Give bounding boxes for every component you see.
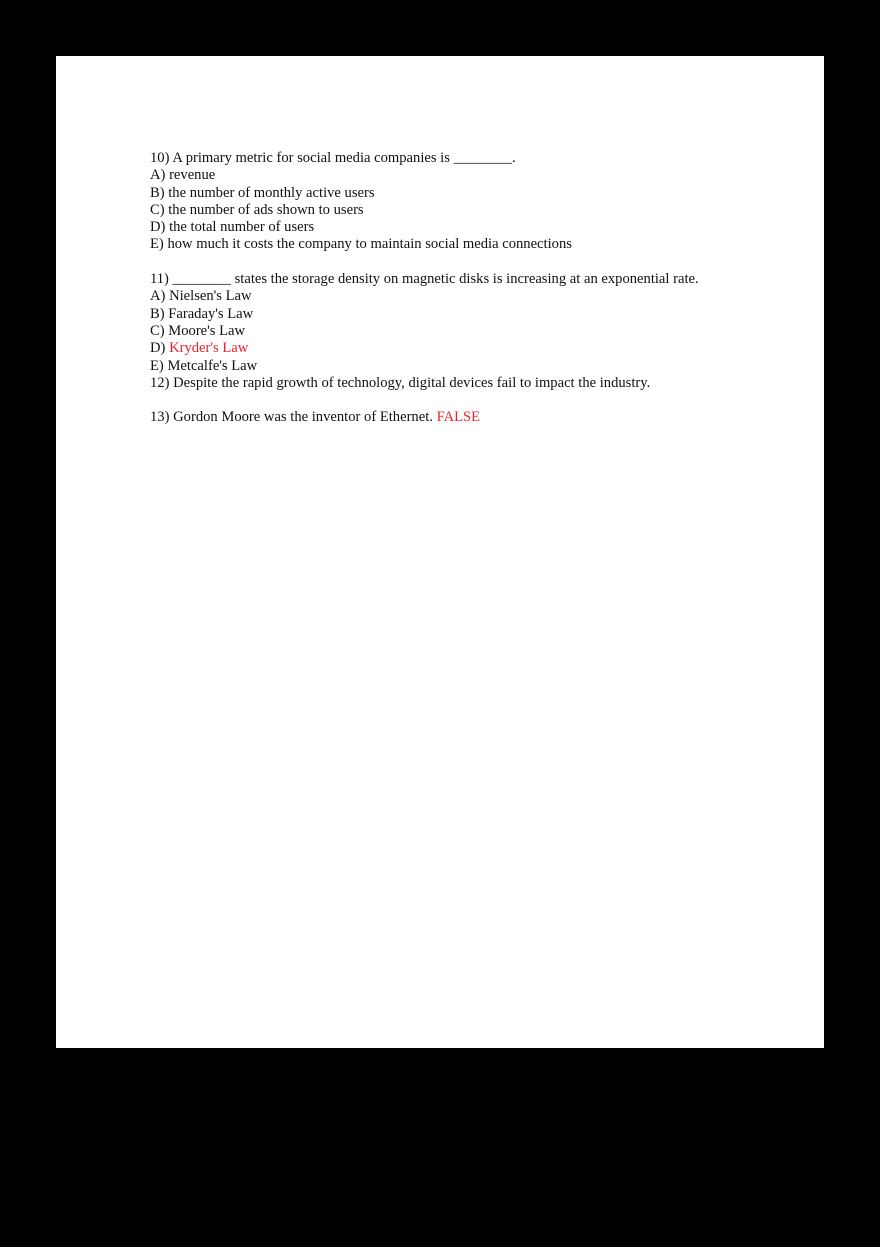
question-number: 12) bbox=[150, 374, 170, 391]
correct-answer-text: FALSE bbox=[436, 409, 481, 426]
option-a bbox=[150, 167, 810, 184]
option-label: E) bbox=[150, 357, 164, 374]
question-stem bbox=[150, 375, 810, 392]
spacer bbox=[150, 392, 810, 409]
option-label: C) bbox=[150, 322, 165, 339]
option-label: A) bbox=[150, 288, 166, 305]
option-label: B) bbox=[150, 305, 165, 322]
question-number: 11) bbox=[150, 271, 169, 288]
option-text: Metcalfe's Law bbox=[167, 357, 258, 374]
option-text: the number of ads shown to users bbox=[168, 201, 364, 218]
option-text: the number of monthly active users bbox=[168, 184, 375, 201]
option-text: the total number of users bbox=[169, 219, 315, 236]
option-e bbox=[150, 236, 810, 253]
option-label: E) bbox=[150, 236, 164, 253]
question-number: 13) bbox=[150, 409, 170, 426]
question-text: Despite the rapid growth of technology, digital devices fail to impact the industry. bbox=[173, 374, 651, 391]
option-label: A) bbox=[150, 167, 166, 184]
option-label: C) bbox=[150, 201, 165, 218]
question-11 bbox=[150, 271, 810, 375]
question-12 bbox=[150, 375, 810, 392]
question-text: A primary metric for social media companies is ________. bbox=[172, 150, 516, 166]
document-page bbox=[56, 56, 824, 1048]
option-c bbox=[150, 202, 810, 219]
question-13 bbox=[150, 409, 810, 426]
option-a bbox=[150, 288, 810, 305]
option-text: Faraday's Law bbox=[168, 305, 254, 322]
option-c bbox=[150, 323, 810, 340]
question-number: 10) bbox=[150, 150, 170, 166]
question-text: Gordon Moore was the inventor of Ethernet. bbox=[173, 409, 433, 426]
question-stem bbox=[150, 409, 810, 426]
option-b bbox=[150, 185, 810, 202]
option-b bbox=[150, 306, 810, 323]
question-stem bbox=[150, 271, 810, 288]
question-stem bbox=[150, 150, 810, 167]
option-label: D) bbox=[150, 219, 166, 236]
option-text: how much it costs the company to maintain social media connections bbox=[167, 236, 572, 253]
option-d bbox=[150, 340, 810, 357]
option-text: revenue bbox=[169, 167, 216, 184]
option-label: B) bbox=[150, 184, 165, 201]
option-e bbox=[150, 358, 810, 375]
option-label: D) bbox=[150, 340, 166, 357]
question-10 bbox=[150, 150, 810, 254]
spacer bbox=[150, 254, 810, 271]
option-text: Nielsen's Law bbox=[169, 288, 252, 305]
option-d bbox=[150, 219, 810, 236]
correct-answer-text: Kryder's Law bbox=[169, 340, 249, 357]
question-text: ________ states the storage density on magnetic disks is increasing at an exponential rate. bbox=[172, 271, 699, 288]
option-text: Moore's Law bbox=[168, 322, 246, 339]
quiz-content bbox=[150, 150, 810, 427]
